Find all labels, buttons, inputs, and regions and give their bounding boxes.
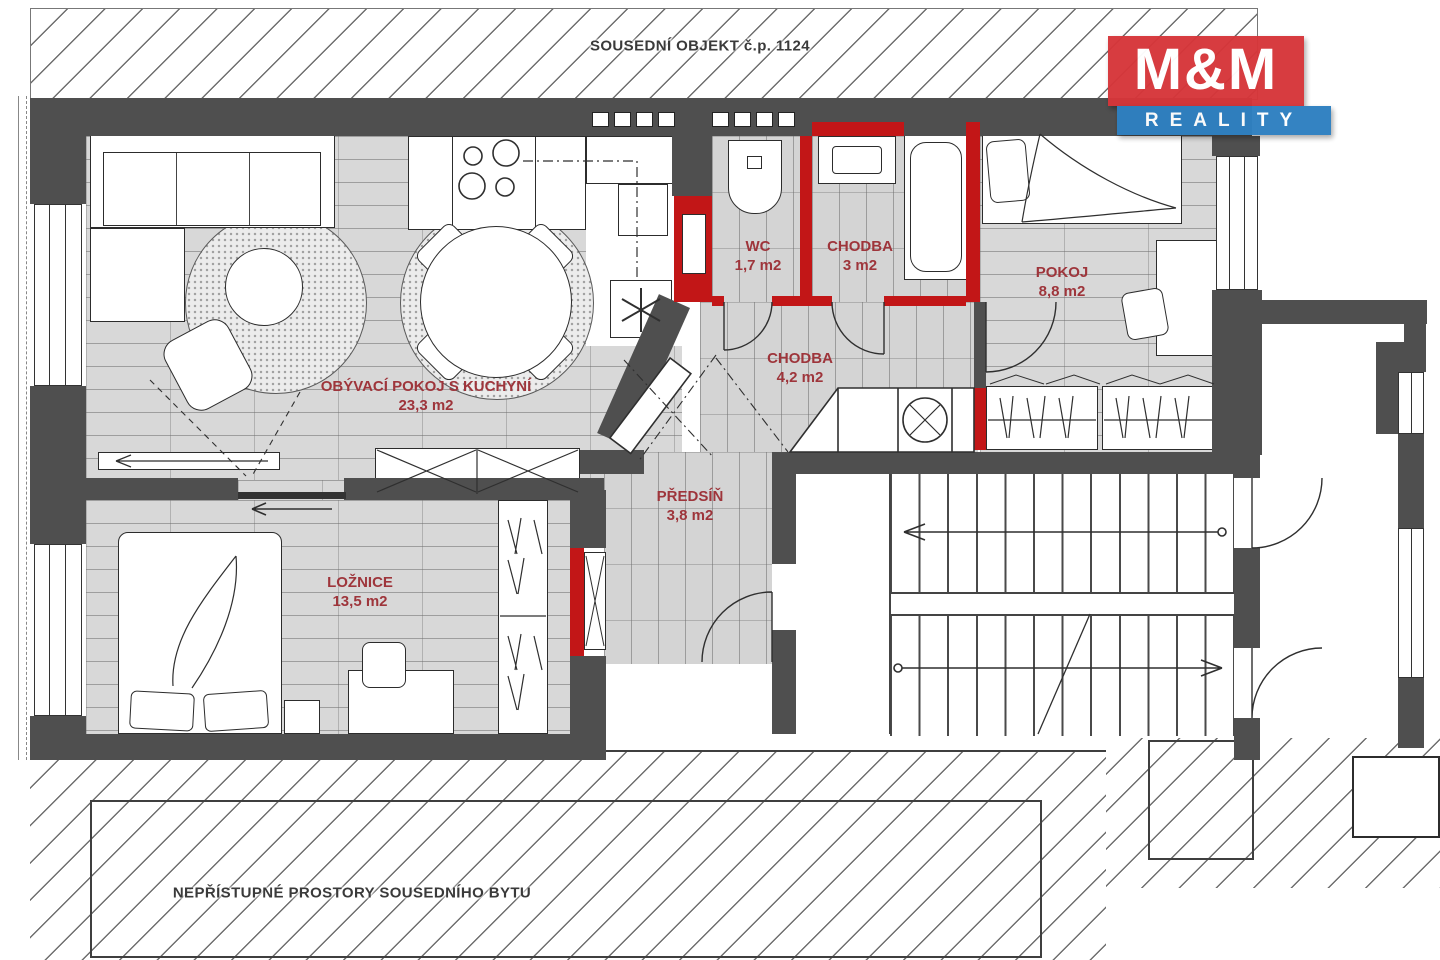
floor-entry xyxy=(604,664,772,734)
wall-segment xyxy=(672,128,712,196)
dining-table xyxy=(420,226,572,378)
room-area: 1,7 m2 xyxy=(734,257,782,274)
sliding-door-track xyxy=(238,492,346,499)
wall-segment xyxy=(1398,678,1424,748)
vent-icon xyxy=(778,112,795,127)
room-name: CHODBA xyxy=(827,238,893,255)
wall-segment xyxy=(1234,718,1260,760)
room-area: 13,5 m2 xyxy=(332,593,388,610)
vent-icon xyxy=(734,112,751,127)
room-label-loznice xyxy=(327,573,393,611)
wall-segment xyxy=(1234,548,1260,648)
new-wall-red xyxy=(800,136,812,302)
facade-dashed-line xyxy=(26,96,27,760)
logo-mm: M&M xyxy=(1108,36,1304,106)
washbasin-bowl xyxy=(832,146,882,174)
room-area: 23,3 m2 xyxy=(398,397,454,414)
window xyxy=(34,544,82,716)
toilet xyxy=(728,140,782,214)
room-area: 8,8 m2 xyxy=(1038,283,1086,300)
window xyxy=(1398,372,1424,434)
room-label-chodba xyxy=(767,349,833,387)
facade-line xyxy=(18,96,19,760)
neighbor-balcony xyxy=(1352,756,1440,838)
room-name: OBÝVACÍ POKOJ S KUCHYNÍ xyxy=(320,378,532,395)
room-area: 3,8 m2 xyxy=(666,507,714,524)
wall-segment xyxy=(30,734,606,760)
wardrobe xyxy=(986,386,1098,450)
wall-segment xyxy=(570,656,606,736)
room-area: 4,2 m2 xyxy=(776,369,824,386)
room-name: LOŽNICE xyxy=(327,574,393,591)
wall-segment xyxy=(30,98,86,204)
nightstand xyxy=(284,700,320,734)
room-label-chodba-koupelna xyxy=(827,237,893,275)
vent-icon xyxy=(712,112,729,127)
fridge xyxy=(618,184,668,236)
wall-segment xyxy=(344,478,604,500)
room-label-predsin xyxy=(657,487,724,525)
pillow xyxy=(129,690,195,731)
new-wall-red xyxy=(884,296,966,306)
wall-segment xyxy=(1212,136,1260,156)
wall-segment xyxy=(974,302,986,388)
window xyxy=(1398,528,1424,678)
new-wall-red xyxy=(974,388,986,450)
desk xyxy=(1156,240,1218,356)
neighbor-object-label: SOUSEDNÍ OBJEKT č.p. 1124 xyxy=(589,37,811,55)
wall-segment xyxy=(1398,434,1424,528)
vent-icon xyxy=(756,112,773,127)
wall-segment xyxy=(86,478,238,500)
pillow xyxy=(985,138,1030,203)
floor-chodba xyxy=(700,302,978,452)
door-leaf xyxy=(682,214,706,274)
inaccessible-area-label: NEPŘÍSTUPNÉ PROSTORY SOUSEDNÍHO BYTU xyxy=(172,884,532,902)
stair-edge-line xyxy=(889,474,891,734)
new-wall-red xyxy=(772,296,832,306)
floor-predsin xyxy=(604,452,772,664)
stair-flight-upper xyxy=(890,474,1234,594)
logo-reality: REALITY xyxy=(1117,106,1331,135)
wall-segment xyxy=(570,490,606,548)
room-name: WC xyxy=(745,238,771,255)
toilet-flush xyxy=(747,156,762,169)
wardrobe xyxy=(1102,386,1214,450)
stove xyxy=(452,136,536,230)
wall-segment xyxy=(580,450,644,474)
room-name: POKOJ xyxy=(1035,264,1089,281)
wall-segment xyxy=(1245,300,1427,324)
wall-segment xyxy=(772,630,796,734)
room-area: 3 m2 xyxy=(842,257,878,274)
new-wall-red xyxy=(570,548,584,656)
chair xyxy=(1120,287,1170,342)
vent-icon xyxy=(614,112,631,127)
new-wall-red xyxy=(812,122,904,136)
window xyxy=(1216,156,1258,290)
new-wall-red xyxy=(712,296,724,306)
pillow xyxy=(203,690,269,732)
vent-icon xyxy=(658,112,675,127)
wardrobe xyxy=(498,500,548,734)
wall-segment xyxy=(788,452,1240,474)
sideboard xyxy=(98,452,280,470)
vent-icon xyxy=(636,112,653,127)
room-label-obyvaci-pokoj xyxy=(321,377,532,415)
sofa-chaise xyxy=(90,228,185,322)
stair-flight-lower xyxy=(890,614,1234,736)
room-label-pokoj xyxy=(1036,263,1089,301)
chair xyxy=(362,642,406,688)
bathtub-inner xyxy=(910,142,962,272)
new-wall-red xyxy=(966,122,980,302)
vent-icon xyxy=(592,112,609,127)
mm-reality-logo xyxy=(1108,36,1331,135)
room-name: CHODBA xyxy=(767,350,833,367)
room-label-wc xyxy=(735,237,782,275)
window xyxy=(34,204,82,386)
wall-segment xyxy=(30,386,86,544)
room-name: PŘEDSÍŇ xyxy=(656,488,724,505)
coffee-table xyxy=(225,248,303,326)
wall-segment xyxy=(1404,324,1426,372)
neighbor-room-outline xyxy=(90,800,1042,958)
door-leaf xyxy=(584,552,606,650)
sofa-cushions xyxy=(103,152,321,226)
kitchen-counter xyxy=(586,136,682,184)
